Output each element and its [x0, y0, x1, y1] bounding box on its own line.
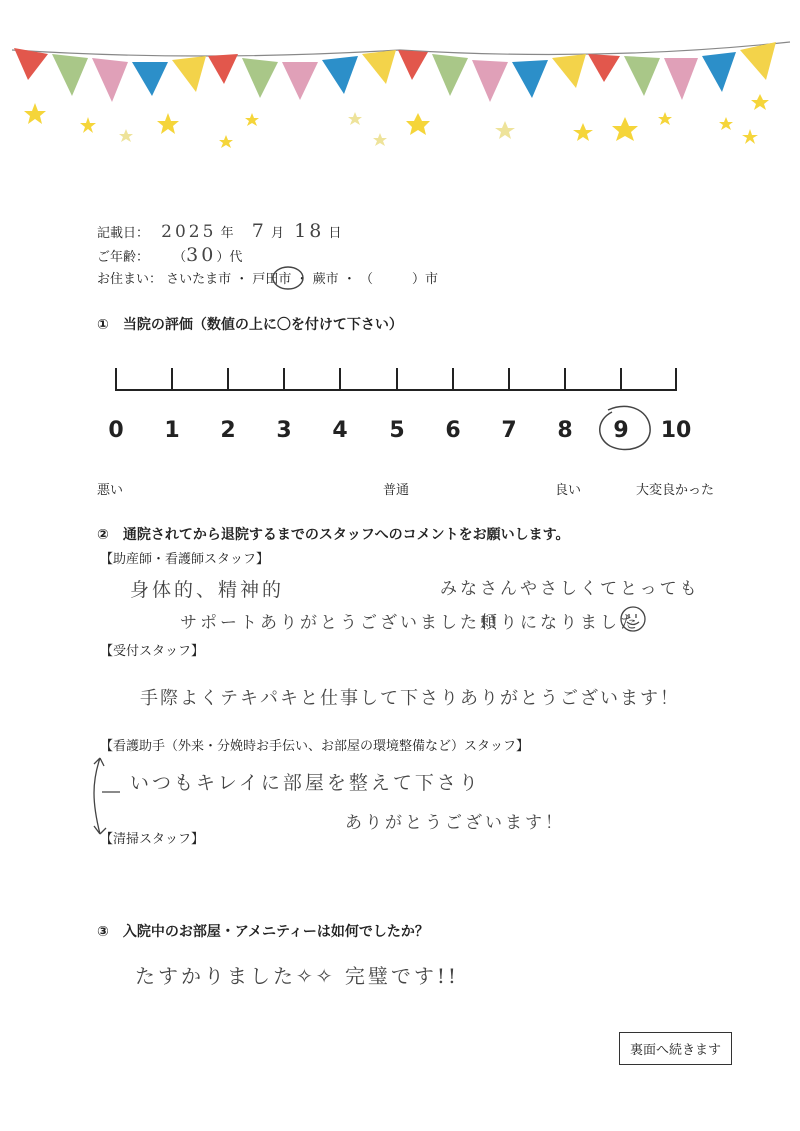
flag-blue-2: [322, 56, 358, 94]
flag-red-3: [398, 50, 428, 80]
reception-comment: 手際よくテキパキと仕事して下さりありがとうございます！: [140, 688, 680, 709]
age-value: 30: [186, 244, 217, 266]
flag-pink-4: [664, 58, 698, 100]
label-normal: 普通: [383, 483, 410, 498]
section2-title: ② 通院されてから退院するまでのスタッフへのコメントをお願いします。: [97, 527, 570, 543]
smiley-icon: [618, 604, 648, 634]
flag-green-4: [624, 56, 660, 96]
midwife-comment-1: 身体的、精神的: [130, 579, 285, 601]
flag-yellow-2: [362, 50, 396, 84]
selected-rating-circle: [590, 400, 660, 460]
label-bad: 悪い: [97, 483, 124, 498]
flag-green-2: [242, 58, 278, 98]
address-label: お住まい：: [97, 272, 163, 287]
year-unit: 年: [220, 226, 234, 241]
toda-circle-mark: [270, 264, 306, 294]
assistant-label: 【看護助手（外来・分娩時お手伝い、お部屋の環境整備など）スタッフ】: [100, 739, 530, 754]
day-value: 18: [294, 220, 325, 242]
midwife-comment-3: みなさんやさしくてとっても: [440, 579, 700, 599]
flag-yellow-1: [172, 56, 206, 92]
day-unit: 日: [328, 226, 342, 241]
flag-red-1: [14, 48, 48, 80]
midwife-comment-4: 頼りになりました: [480, 613, 640, 633]
label-good: 良い: [555, 483, 582, 498]
flag-yellow-3: [552, 54, 586, 88]
date-label: 記載日：: [97, 226, 150, 241]
scale-10[interactable]: 10: [660, 418, 692, 443]
scale-2[interactable]: 2: [220, 418, 236, 443]
month-value: 7: [251, 220, 267, 242]
flag-blue-4: [702, 52, 736, 92]
midwife-comment-2: サポートありがとうございました!!: [180, 613, 500, 633]
continue-on-back-box: 裏面へ続きます: [619, 1032, 732, 1065]
month-unit: 月: [270, 226, 284, 241]
cleaning-label: 【清掃スタッフ】: [100, 832, 205, 847]
date-row: [97, 220, 341, 242]
scale-0[interactable]: 0: [108, 418, 124, 443]
flag-blue-3: [512, 60, 548, 98]
flag-pink-2: [282, 62, 318, 100]
age-row: [97, 244, 242, 266]
reception-label: 【受付スタッフ】: [100, 644, 205, 659]
flag-yellow-4: [740, 42, 776, 80]
address-row: [97, 268, 438, 287]
scale-5[interactable]: 5: [389, 418, 405, 443]
address-options: さいたま市 ・ 戸田市 ・ 蕨市 ・ （ ）市: [166, 272, 438, 287]
scale-3[interactable]: 3: [276, 418, 292, 443]
scale-8[interactable]: 8: [557, 418, 573, 443]
scale-4[interactable]: 4: [332, 418, 348, 443]
star-decorations: [24, 94, 769, 148]
flag-red-2: [208, 54, 238, 84]
section3-title: ③ 入院中のお部屋・アメニティーは如何でしたか？: [97, 924, 429, 940]
flag-pink-3: [472, 60, 508, 102]
scale-1[interactable]: 1: [164, 418, 180, 443]
age-open: （: [173, 250, 187, 265]
age-label: ご年齢：: [97, 250, 150, 265]
scale-9[interactable]: 9: [613, 418, 629, 443]
assistant-comment-2: ありがとうございます！: [345, 813, 565, 833]
section1-title: ① 当院の評価（数値の上に〇を付けて下さい）: [97, 317, 403, 333]
scale-7[interactable]: 7: [501, 418, 517, 443]
year-value: 2025: [161, 222, 217, 242]
scale-6[interactable]: 6: [445, 418, 461, 443]
flag-pink-1: [92, 58, 128, 102]
section3-comment: たすかりました✧✧ 完璧です!!: [135, 964, 459, 988]
flag-green-3: [432, 54, 468, 96]
midwife-label: 【助産師・看護師スタッフ】: [100, 552, 270, 567]
age-close: ）代: [216, 250, 243, 265]
bunting-banner: [0, 0, 800, 170]
flag-red-4: [588, 54, 620, 82]
flag-green-1: [52, 54, 88, 96]
label-very-good: 大変良かった: [636, 483, 715, 498]
flag-blue-1: [132, 62, 168, 96]
assistant-comment-1: いつもキレイに部屋を整えて下さり: [130, 772, 481, 794]
